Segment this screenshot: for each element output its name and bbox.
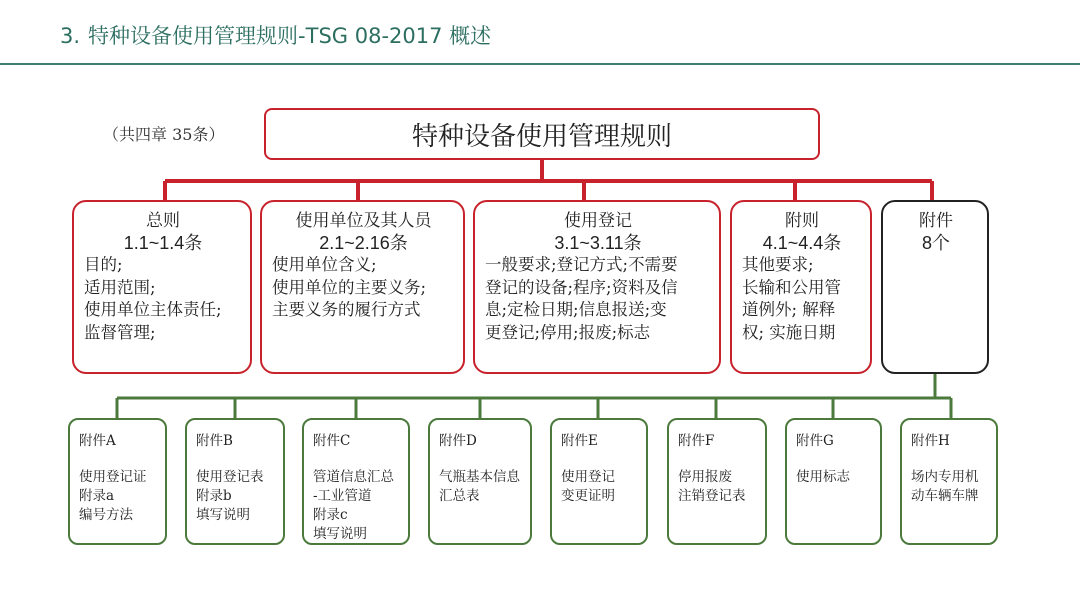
- chapter-box-appendices: [881, 200, 989, 374]
- appendix-body: 使用登记证 附录a 编号方法: [79, 469, 147, 523]
- chapter-range: 4.1~4.4条: [762, 233, 842, 253]
- section-number: 3.: [60, 24, 81, 48]
- chapter-box-general: [72, 200, 252, 374]
- appendix-body: 使用登记 变更证明: [561, 469, 615, 504]
- appendix-title: 附件C: [313, 433, 351, 449]
- appendix-title: 附件A: [79, 433, 116, 449]
- chapter-range: 3.1~3.11条: [554, 233, 642, 253]
- chapter-box-registration: [473, 200, 721, 374]
- appendix-box-e: [550, 418, 648, 545]
- appendix-body: 管道信息汇总 -工业管道 附录c 填写说明: [313, 469, 394, 542]
- appendix-title: 附件E: [561, 433, 598, 449]
- chapter-title: 使用单位及其人员: [295, 211, 432, 231]
- appendix-title: 附件G: [796, 433, 834, 449]
- page-title: 特种设备使用管理规则-TSG 08-2017 概述: [88, 24, 492, 48]
- chapter-box-supplementary: [730, 200, 872, 374]
- chapter-range: 2.1~2.16条: [319, 233, 408, 253]
- chapter-body: 一般要求;登记方式;不需要 登记的设备;程序;资料及信 息;定检日期;信息报送;变 更登记;停用;报废;标志: [485, 255, 678, 342]
- appendix-box-d: [428, 418, 532, 545]
- appendix-box-a: [68, 418, 167, 545]
- appendix-box-h: [900, 418, 998, 545]
- red-connectors: [165, 160, 932, 200]
- chapter-count-note: （共四章 35条）: [103, 125, 225, 144]
- appendix-box-g: [785, 418, 882, 545]
- chapter-range: 8个: [921, 233, 950, 253]
- chapter-box-units: [260, 200, 465, 374]
- appendix-title: 附件H: [911, 433, 950, 449]
- green-connectors: [117, 374, 951, 418]
- appendix-body: 场内专用机 动车辆车牌: [911, 469, 979, 504]
- appendix-title: 附件F: [678, 433, 715, 449]
- appendix-body: 气瓶基本信息 汇总表: [439, 469, 520, 504]
- root-title-box: 特种设备使用管理规则: [264, 108, 820, 160]
- chapter-title: 附件: [919, 211, 953, 231]
- chapter-body: 使用单位含义; 使用单位的主要义务; 主要义务的履行方式: [272, 255, 427, 319]
- appendix-body: 使用标志: [796, 469, 850, 485]
- chapter-body: 目的; 适用范围; 使用单位主体责任; 监督管理;: [84, 255, 222, 342]
- appendix-title: 附件D: [439, 433, 477, 449]
- appendix-box-b: [185, 418, 285, 545]
- chapter-title: 附则: [785, 211, 819, 231]
- chapter-title: 总则: [146, 211, 180, 231]
- appendix-body: 使用登记表 附录b 填写说明: [196, 469, 264, 523]
- appendix-title: 附件B: [196, 433, 233, 449]
- appendix-body: 停用报废 注销登记表: [678, 469, 746, 504]
- chapter-range: 1.1~1.4条: [123, 233, 203, 253]
- appendix-box-c: [302, 418, 410, 545]
- chapter-title: 使用登记: [564, 211, 632, 231]
- chapter-body: 其他要求; 长输和公用管 道例外; 解释 权; 实施日期: [742, 255, 841, 342]
- appendix-box-f: [667, 418, 767, 545]
